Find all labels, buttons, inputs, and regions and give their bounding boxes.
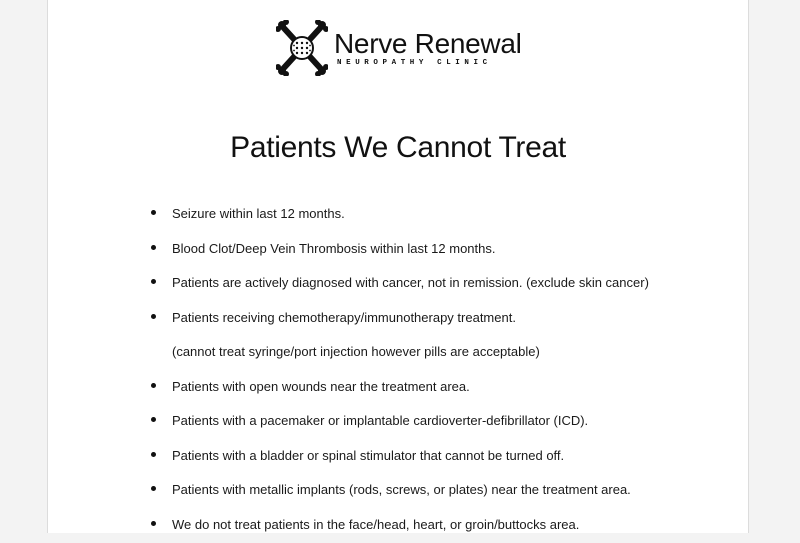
list-item-text: Patients with a bladder or spinal stimulator that cannot be turned off. <box>172 448 564 463</box>
list-item-text: Patients with open wounds near the treatment area. <box>172 379 470 394</box>
list-item-note <box>144 336 734 371</box>
bullet-icon <box>151 486 156 491</box>
clinic-tagline: NEUROPATHY CLINIC <box>337 59 522 67</box>
clinic-name: Nerve Renewal <box>334 29 522 59</box>
document-page <box>47 0 749 533</box>
bullet-icon <box>151 521 156 526</box>
bullet-icon <box>151 314 156 319</box>
page-title: Patients We Cannot Treat <box>48 128 748 168</box>
list-item-text: (cannot treat syringe/port injection however pills are acceptable) <box>172 344 540 359</box>
list-item <box>144 405 734 440</box>
list-item-text: Patients are actively diagnosed with cancer, not in remission. (exclude skin cancer) <box>172 275 649 290</box>
list-item-text: Patients with metallic implants (rods, screws, or plates) near the treatment area. <box>172 482 631 497</box>
bullet-icon <box>151 279 156 284</box>
list-item <box>144 233 734 268</box>
bullet-icon <box>151 383 156 388</box>
exclusion-list <box>144 198 734 543</box>
list-item <box>144 302 734 337</box>
list-item <box>144 371 734 406</box>
nerve-logo-icon <box>276 20 328 76</box>
list-item-text: Patients receiving chemotherapy/immunotherapy treatment. <box>172 310 516 325</box>
list-item <box>144 474 734 509</box>
list-item-text: We do not treat patients in the face/head, heart, or groin/buttocks area. <box>172 517 579 532</box>
list-item <box>144 509 734 543</box>
list-item <box>144 267 734 302</box>
list-item-text: Blood Clot/Deep Vein Thrombosis within last 12 months. <box>172 241 495 256</box>
bullet-icon <box>151 210 156 215</box>
list-item <box>144 198 734 233</box>
bullet-icon <box>151 452 156 457</box>
clinic-logo <box>276 18 522 78</box>
list-item-text: Patients with a pacemaker or implantable cardioverter-defibrillator (ICD). <box>172 413 588 428</box>
bullet-icon <box>151 417 156 422</box>
list-item <box>144 440 734 475</box>
list-item-text: Seizure within last 12 months. <box>172 206 345 221</box>
bullet-icon <box>151 245 156 250</box>
